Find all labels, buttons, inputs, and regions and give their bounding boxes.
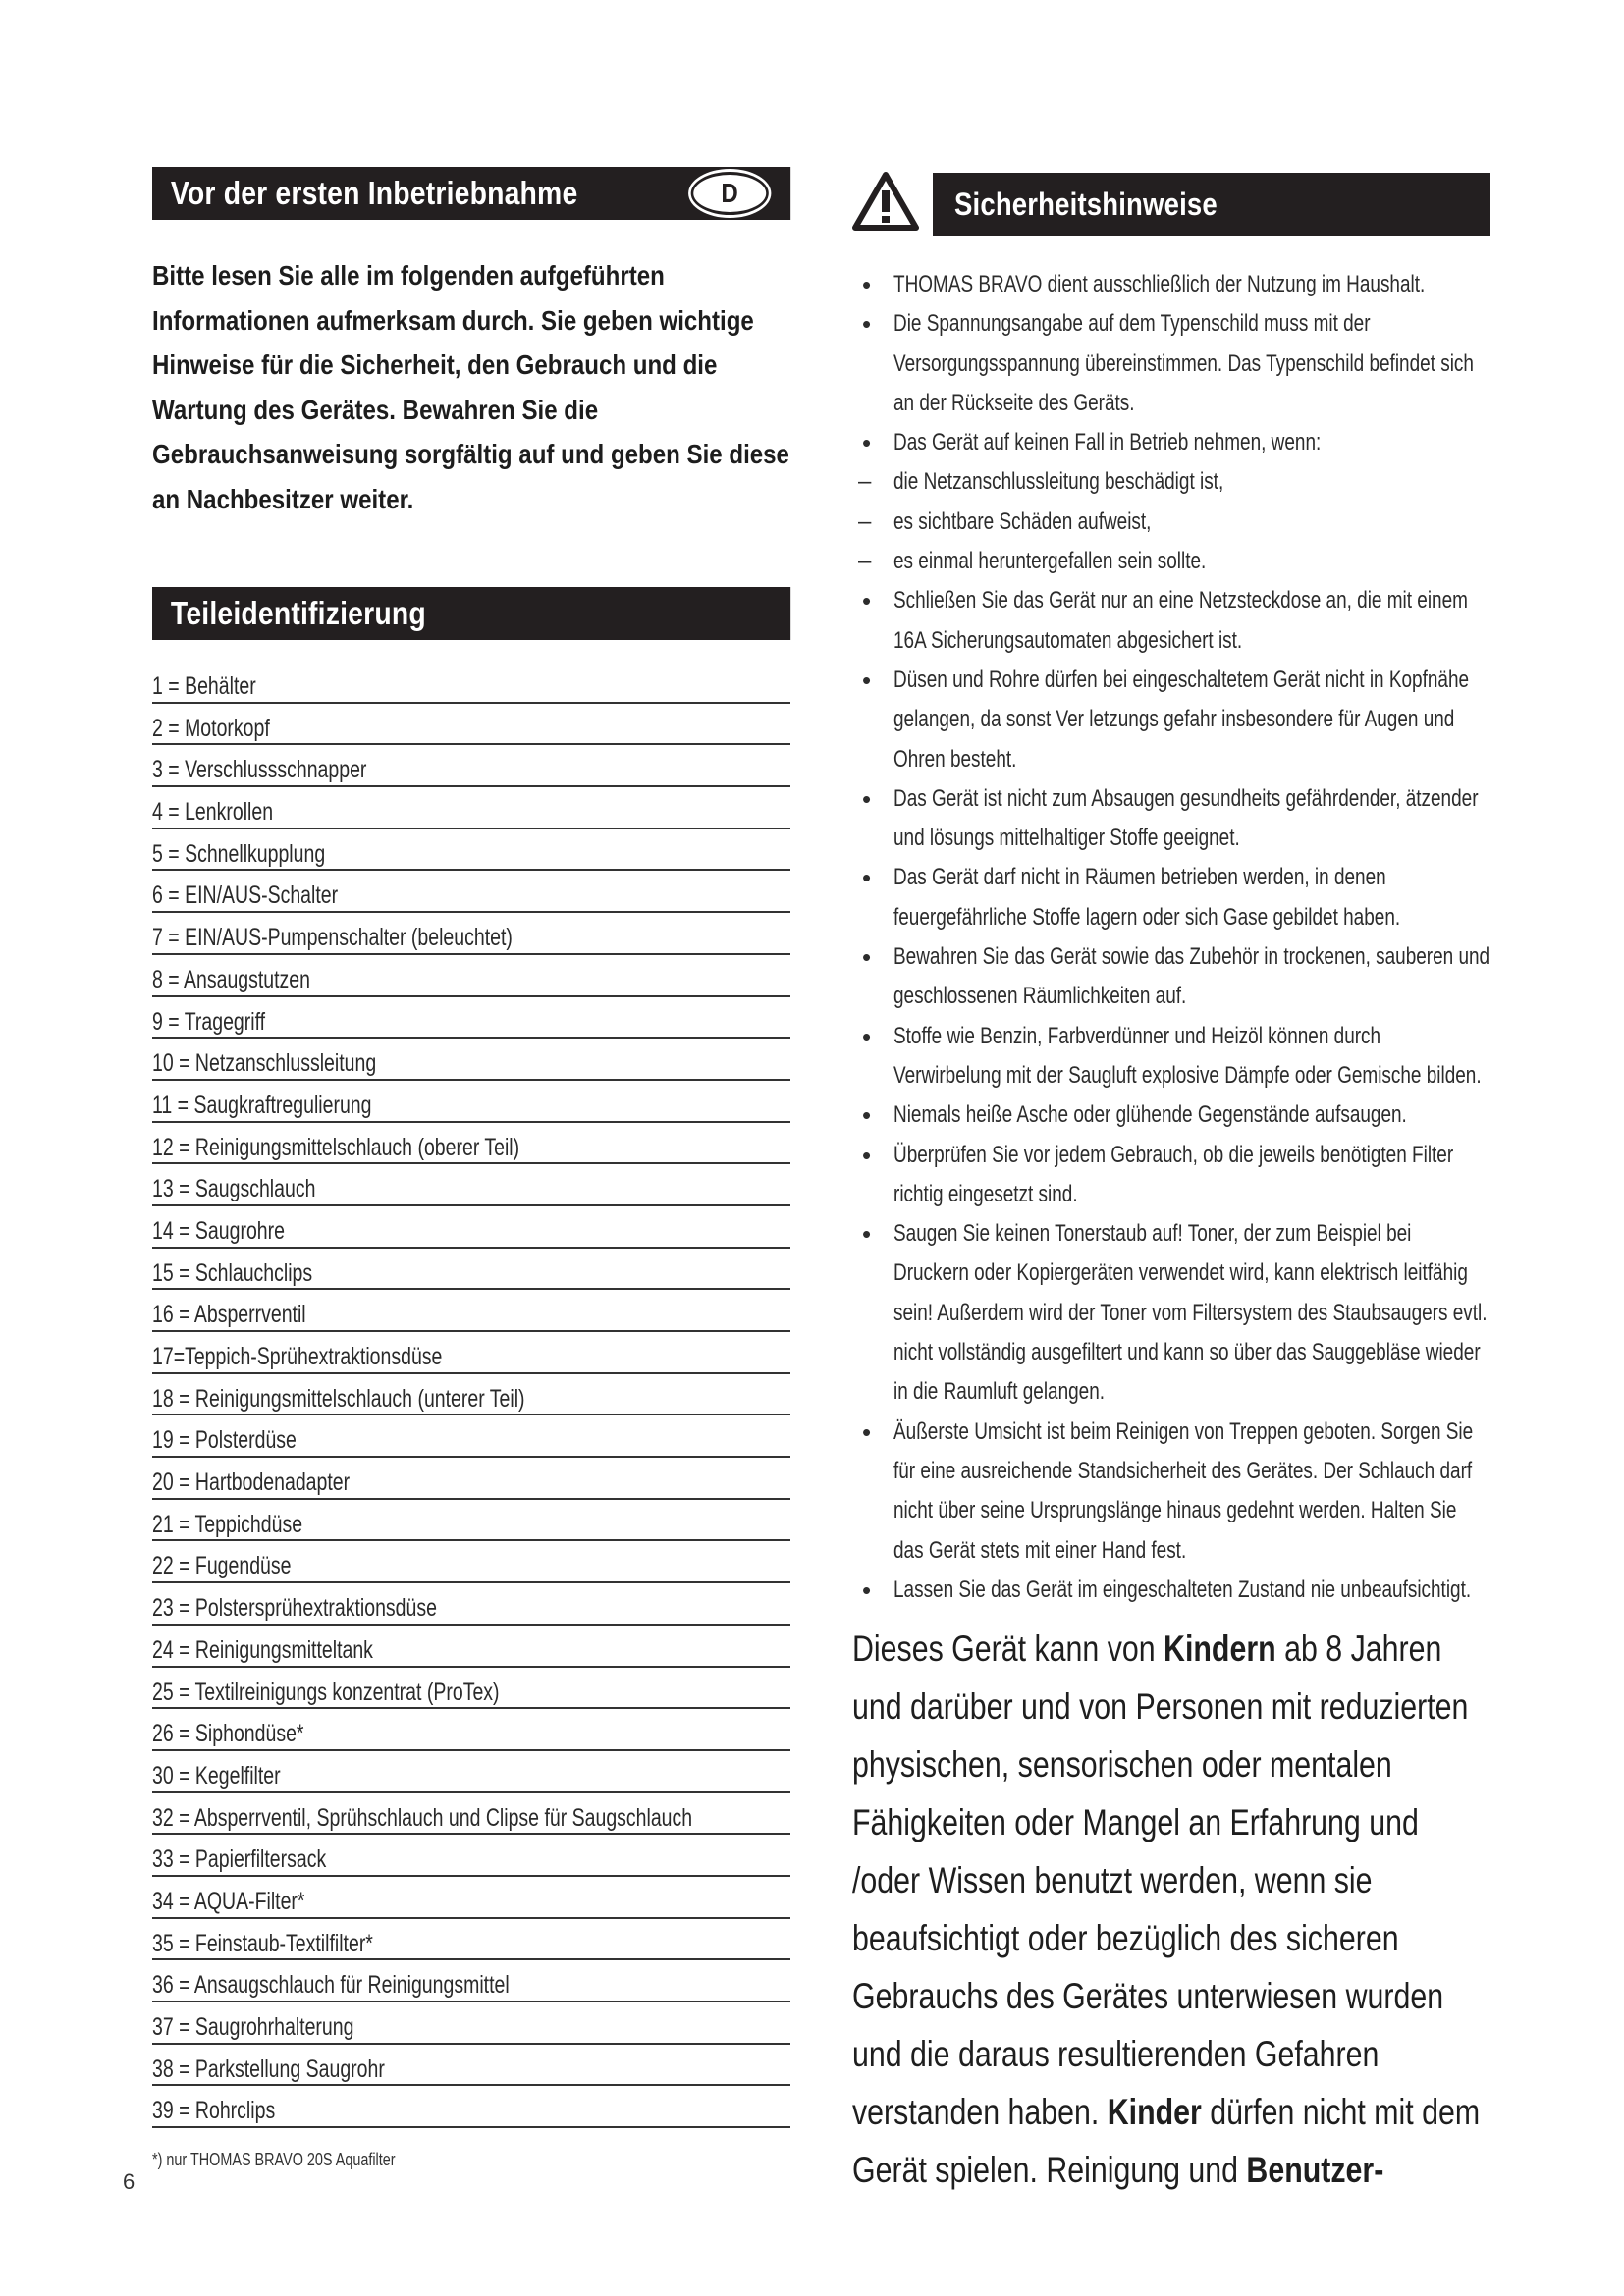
parts-list	[152, 662, 790, 2128]
safety-item	[852, 661, 1490, 779]
warning-triangle-icon	[852, 171, 919, 232]
safety-item-text: • Stoffe wie Benzin, Farbverdünner und Heizöl können durch Verwirbelung mit der Saugluft explosive Dämpfe oder Gemische bilden.	[893, 1022, 1482, 1089]
parts-list-label: 30 = Kegelfilter	[152, 1761, 281, 1789]
parts-list-item	[152, 1583, 790, 1626]
safety-item-text: • Die Spannungsangabe auf dem Typenschild muss mit der Versorgungsspannung übereinstimmen. Das Typenschild befindet sich an der Rückseite des Geräts.	[893, 310, 1474, 416]
safety-item	[852, 779, 1490, 859]
parts-list-label: 9 = Tragegriff	[152, 1007, 266, 1036]
parts-list-item	[152, 2002, 790, 2045]
section-header-parts	[152, 587, 790, 640]
parts-list-item	[152, 2045, 790, 2087]
parts-list-item	[152, 745, 790, 787]
parts-list-label: 32 = Absperrventil, Sprühschlauch und Clipse für Saugschlauch	[152, 1803, 693, 1832]
safety-item-text: • Düsen und Rohre dürfen bei eingeschaltetem Gerät nicht in Kopfnähe gelangen, da sonst Ver letzungs gefahr insbesondere für Augen und Ohren besteht.	[893, 666, 1470, 773]
children-text-2: ab 8 Jahren und darüber und von Personen mit reduzierten physischen, sensorischen oder mentalen Fähigkeiten oder Mangel an Erfahrung und /oder Wissen benutzt werden, wenn sie beaufsichtigt oder bezüglich des sicheren Gebrauchs des Gerätes unterwiesen wurden und die daraus resultierenden Gefahren verstanden haben.	[852, 1629, 1469, 2133]
safety-item-text: • Niemals heiße Asche oder glühende Gegenstände aufsaugen.	[893, 1101, 1407, 1129]
children-bold-2: Kinder	[1107, 2092, 1202, 2133]
parts-list-item	[152, 997, 790, 1040]
safety-item	[852, 1571, 1490, 1610]
safety-item-text: • Das Gerät darf nicht in Räumen betrieben werden, in denen feuergefährliche Stoffe lagern oder sich Gase gebildet haben.	[893, 864, 1401, 931]
parts-list-label: 39 = Rohrclips	[152, 2097, 276, 2125]
parts-list-label: 2 = Motorkopf	[152, 714, 270, 742]
safety-sub-item	[852, 462, 1490, 502]
parts-list-item	[152, 1039, 790, 1081]
parts-list-item	[152, 1541, 790, 1583]
first-use-title: Vor der ersten Inbetriebnahme	[170, 175, 578, 211]
parts-list-label: 20 = Hartbodenadapter	[152, 1468, 351, 1497]
parts-list-label: 10 = Netzanschlussleitung	[152, 1049, 377, 1078]
parts-list-item	[152, 1206, 790, 1249]
children-text-1: Dieses Gerät kann von	[852, 1629, 1164, 1670]
parts-list-label: 17=Teppich-Sprühextraktionsdüse	[152, 1343, 443, 1370]
right-column	[852, 167, 1490, 2199]
parts-list-item	[152, 662, 790, 704]
section-header-first-use	[152, 167, 790, 220]
parts-list-item	[152, 1249, 790, 1291]
safety-item-text: • Saugen Sie keinen Tonerstaub auf! Toner, der zum Beispiel bei Druckern oder Kopiergeräten verwendet wird, kann elektrisch leitfähig sein! Außerdem wird der Toner vom Filtersystem des Staubsaugers evtl. nicht vollständig ausgefiltert und kann so über das Sauggebläse wieder in die Raumluft gelangen.	[893, 1220, 1488, 1406]
parts-list-item	[152, 1332, 790, 1374]
safety-item-text: • Das Gerät auf keinen Fall in Betrieb nehmen, wenn:	[893, 429, 1322, 456]
parts-list-item	[152, 1290, 790, 1332]
parts-list-item	[152, 1751, 790, 1793]
parts-list-item	[152, 1709, 790, 1751]
parts-list-label: 1 = Behälter	[152, 672, 256, 700]
parts-list-label: 12 = Reinigungsmittelschlauch (oberer Teil)	[152, 1133, 520, 1161]
safety-item-text: • Das Gerät ist nicht zum Absaugen gesundheits gefährdender, ätzender und lösungs mittelhaltiger Stoffe geeignet.	[893, 784, 1479, 852]
language-badge: D	[691, 172, 769, 215]
safety-item	[852, 423, 1490, 462]
safety-item	[852, 1017, 1490, 1096]
parts-title: Teileidentifizierung	[170, 595, 426, 631]
safety-item-text: • Lassen Sie das Gerät im eingeschalteten Zustand nie unbeaufsichtigt.	[893, 1575, 1472, 1603]
safety-item-text: • Äußerste Umsicht ist beim Reinigen von Treppen geboten. Sorgen Sie für eine ausreichende Standsicherheit des Gerätes. Der Schlauch darf nicht über seine Ursprungslänge hinaus gedehnt werden. Halten Sie das Gerät stets mit einer Hand fest.	[893, 1417, 1474, 1564]
parts-list-label: 4 = Lenkrollen	[152, 798, 274, 827]
parts-list-label: 13 = Saugschlauch	[152, 1175, 316, 1203]
safety-item	[852, 858, 1490, 937]
parts-list-item	[152, 955, 790, 997]
safety-sub-item	[852, 542, 1490, 581]
parts-list-item	[152, 1919, 790, 1961]
safety-item-text: • Schließen Sie das Gerät nur an eine Netzsteckdose an, die mit einem 16A Sicherungsautomaten abgesichert ist.	[893, 587, 1468, 654]
safety-list	[852, 265, 1490, 1610]
parts-list-label: 3 = Verschlussschnapper	[152, 756, 367, 784]
parts-list-label: 21 = Teppichdüse	[152, 1510, 303, 1538]
parts-list-item	[152, 871, 790, 913]
children-notice	[852, 1620, 1490, 2199]
parts-list-label: 35 = Feinstaub-Textilfilter*	[152, 1929, 373, 1957]
section-header-safety	[933, 173, 1490, 236]
parts-list-label: 7 = EIN/AUS-Pumpenschalter (beleuchtet)	[152, 924, 513, 952]
safety-item	[852, 1214, 1490, 1412]
parts-list-label: 18 = Reinigungsmittelschlauch (unterer Teil)	[152, 1384, 525, 1413]
parts-list-item	[152, 1123, 790, 1165]
safety-sub-item	[852, 503, 1490, 542]
parts-list-label: 19 = Polsterdüse	[152, 1426, 297, 1455]
parts-list-item	[152, 1877, 790, 1919]
parts-list-label: 24 = Reinigungsmitteltank	[152, 1635, 373, 1664]
safety-item-text: – es einmal heruntergefallen sein sollte.	[893, 548, 1207, 575]
safety-item	[852, 265, 1490, 304]
safety-item	[852, 304, 1490, 423]
parts-list-item	[152, 1415, 790, 1458]
parts-list-label: 22 = Fugendüse	[152, 1552, 292, 1580]
children-bold-1: Kindern	[1164, 1629, 1276, 1670]
parts-list-label: 25 = Textilreinigungs konzentrat (ProTex)	[152, 1678, 500, 1706]
safety-item-text: • Überprüfen Sie vor jedem Gebrauch, ob die jeweils benötigten Filter richtig eingesetzt sind.	[893, 1141, 1454, 1207]
parts-list-label: 6 = EIN/AUS-Schalter	[152, 881, 339, 910]
safety-title: Sicherheitshinweise	[954, 187, 1218, 222]
left-column	[152, 167, 790, 2170]
safety-item-text: • THOMAS BRAVO dient ausschließlich der Nutzung im Haushalt.	[893, 271, 1426, 297]
parts-list-item	[152, 1164, 790, 1206]
page-number: 6	[123, 2169, 135, 2194]
parts-list-label: 23 = Polstersprühextraktionsdüse	[152, 1594, 437, 1623]
safety-item-text: – es sichtbare Schäden aufweist,	[893, 507, 1152, 535]
parts-list-label: 8 = Ansaugstutzen	[152, 965, 311, 993]
parts-list-label: 37 = Saugrohrhalterung	[152, 2013, 354, 2041]
safety-item	[852, 581, 1490, 661]
parts-list-label: 16 = Absperrventil	[152, 1301, 306, 1329]
safety-header	[852, 167, 1490, 236]
children-text-3: dürfen nicht mit dem Gerät spielen. Reinigung und	[852, 2092, 1481, 2191]
footnote: *) nur THOMAS BRAVO 20S Aquafilter	[152, 2150, 396, 2170]
parts-list-label: 26 = Siphondüse*	[152, 1720, 304, 1748]
parts-list-label: 33 = Papierfiltersack	[152, 1845, 327, 1874]
parts-list-label: 14 = Saugrohre	[152, 1216, 285, 1245]
parts-list-label: 11 = Saugkraftregulierung	[152, 1091, 372, 1119]
children-bold-3: Benutzer-	[1246, 2150, 1384, 2191]
parts-list-item	[152, 913, 790, 955]
parts-list-item	[152, 1626, 790, 1668]
safety-item-text: – die Netzanschlussleitung beschädigt ist,	[893, 468, 1224, 496]
parts-list-item	[152, 1835, 790, 1877]
parts-list-item	[152, 2086, 790, 2128]
parts-list-label: 34 = AQUA-Filter*	[152, 1887, 305, 1915]
parts-list-label: 38 = Parkstellung Saugrohr	[152, 2055, 385, 2083]
safety-item	[852, 1136, 1490, 1215]
parts-list-item	[152, 787, 790, 829]
parts-list-item	[152, 1500, 790, 1542]
safety-item	[852, 1413, 1490, 1571]
parts-list-item	[152, 1081, 790, 1123]
parts-list-item	[152, 1374, 790, 1416]
parts-list-label: 5 = Schnellkupplung	[152, 839, 326, 868]
safety-item	[852, 1095, 1490, 1135]
parts-list-label: 36 = Ansaugschlauch für Reinigungsmittel	[152, 1971, 510, 2000]
parts-list-item	[152, 1668, 790, 1710]
safety-item-text: • Bewahren Sie das Gerät sowie das Zubehör in trockenen, sauberen und geschlossenen Räumlichkeiten auf.	[893, 943, 1490, 1010]
parts-list-item	[152, 704, 790, 746]
intro-paragraph: Bitte lesen Sie alle im folgenden aufgeführten Informationen aufmerksam durch. Sie geben wichtige Hinweise für die Sicherheit, den Gebrauch und die Wartung des Gerätes. Bewahren Sie die Gebrauchsanweisung sorgfältig auf und geben Sie diese an Nachbesitzer weiter.	[152, 260, 789, 514]
safety-item	[852, 937, 1490, 1017]
parts-list-item	[152, 1960, 790, 2002]
parts-list-item	[152, 1458, 790, 1500]
parts-list-item	[152, 829, 790, 872]
parts-list-item	[152, 1793, 790, 1836]
parts-list-label: 15 = Schlauchclips	[152, 1258, 313, 1287]
